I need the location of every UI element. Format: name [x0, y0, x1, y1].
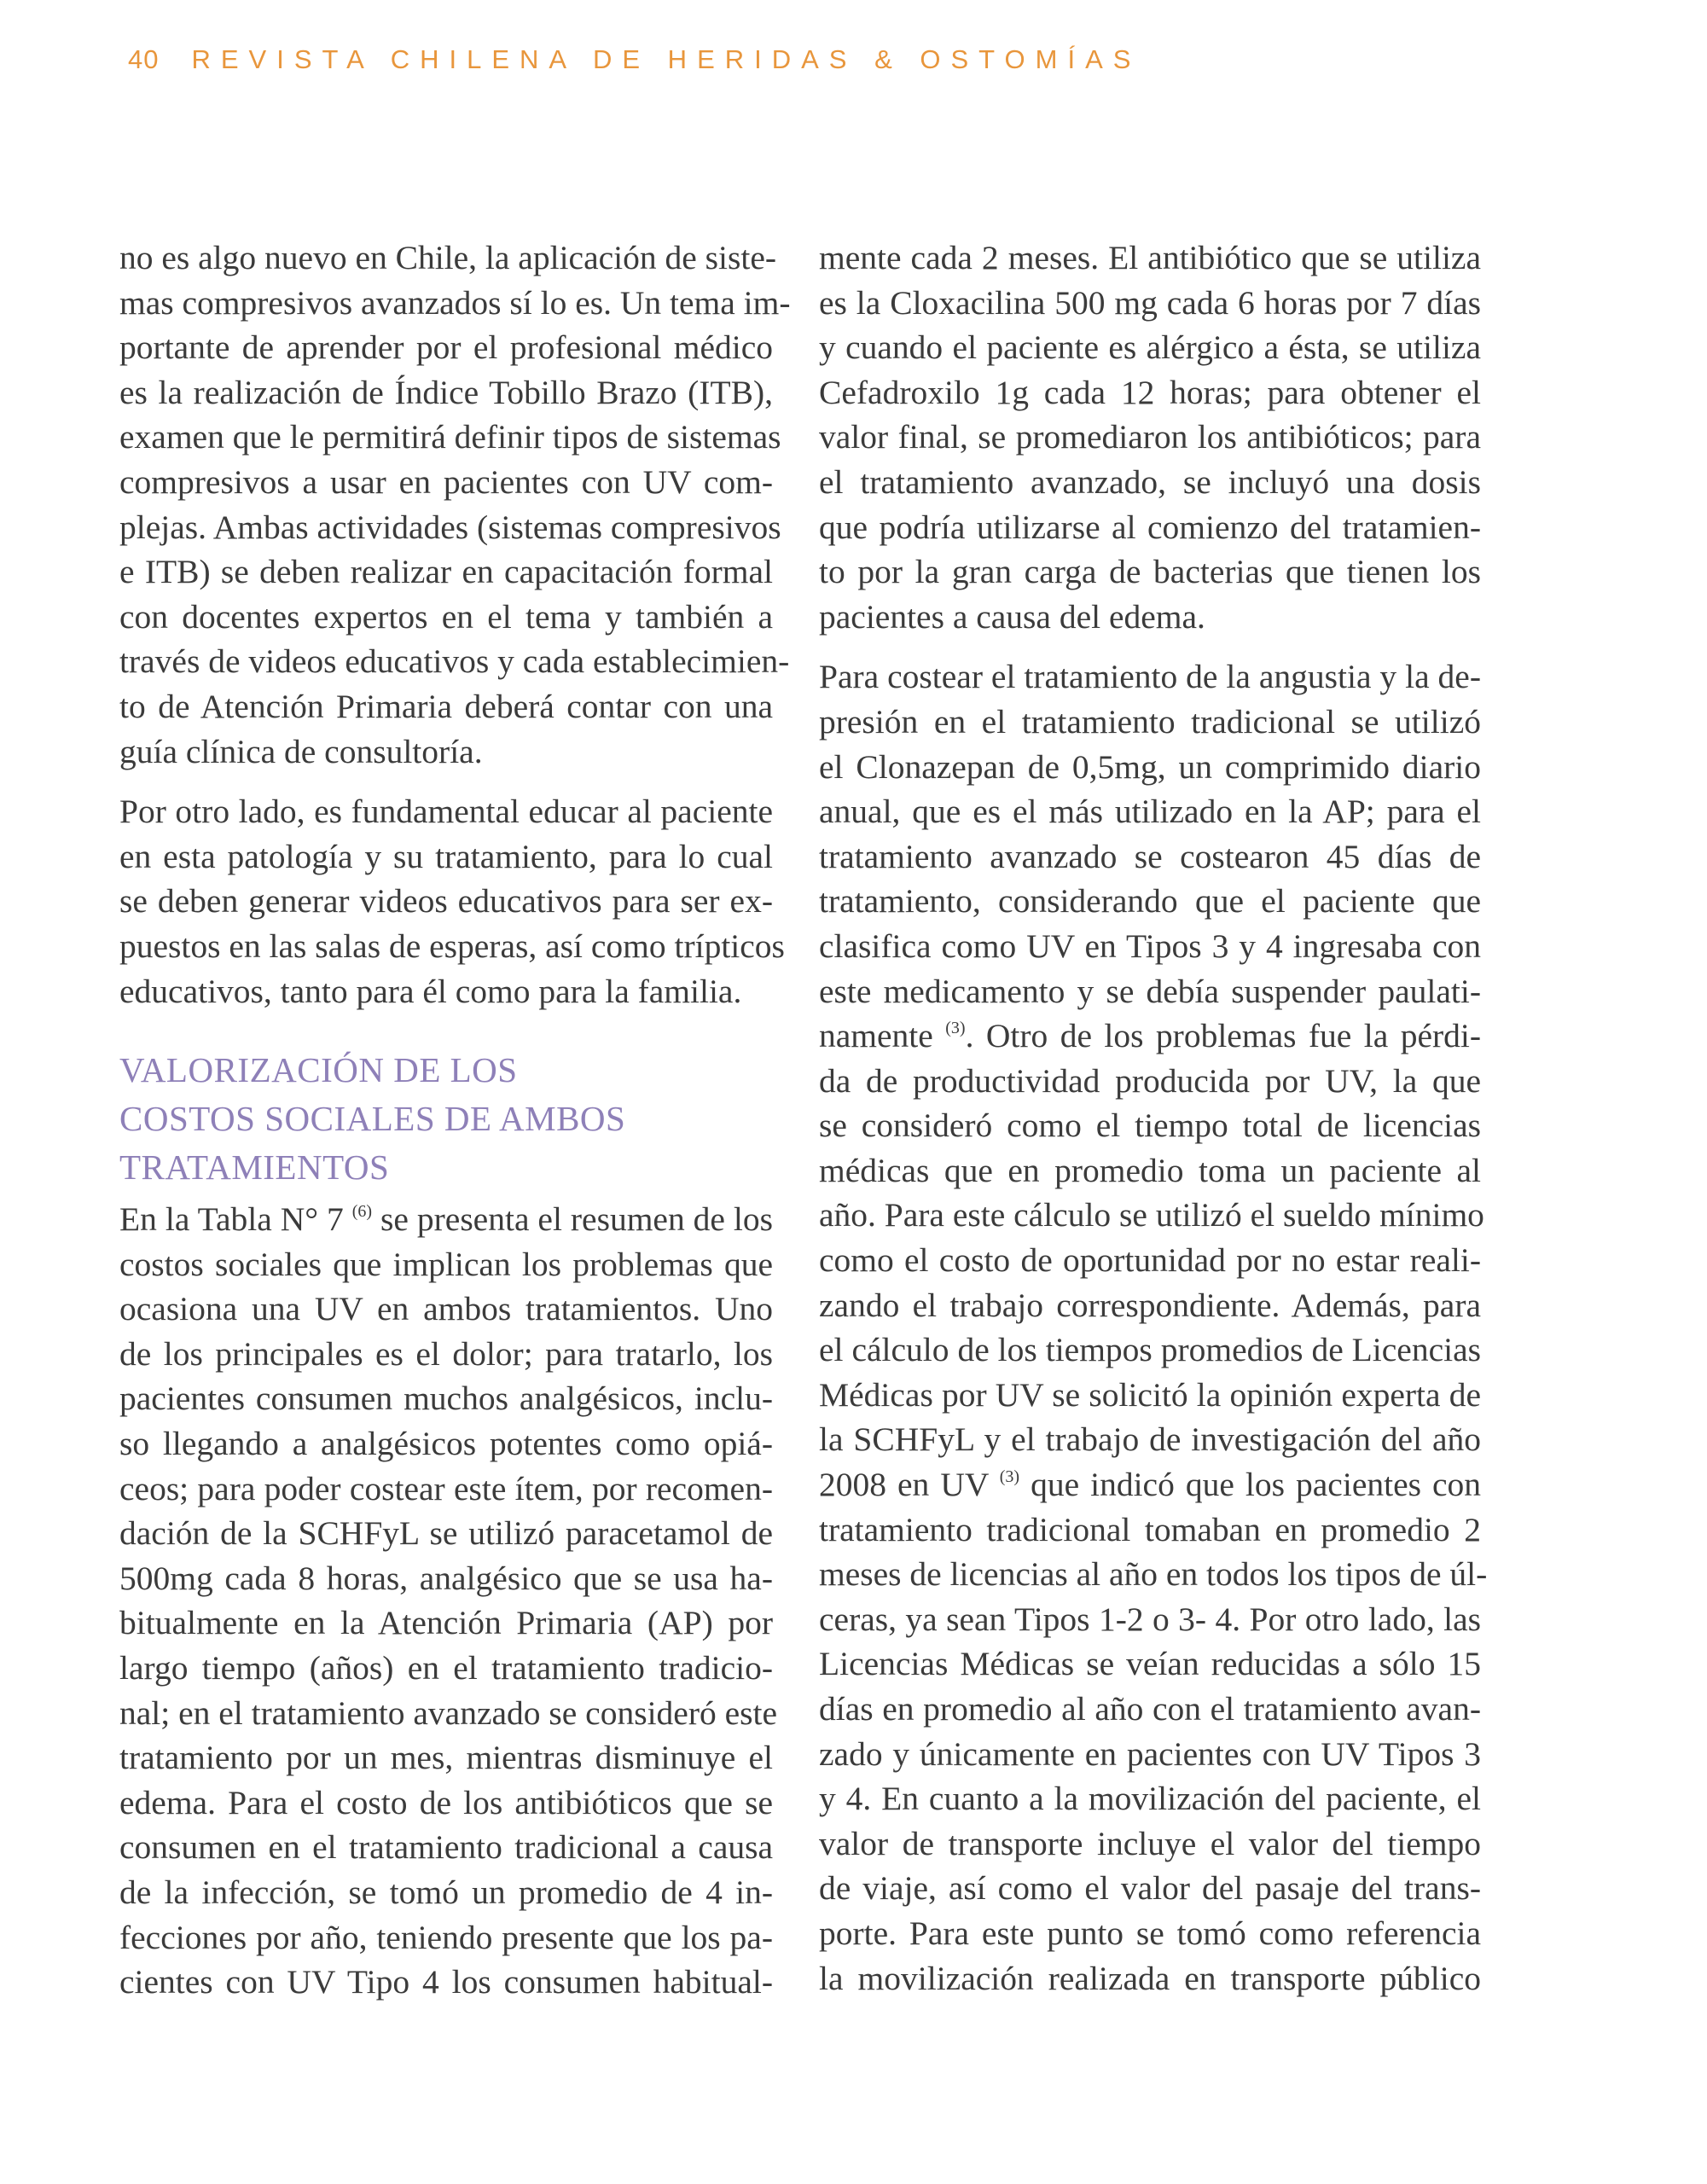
text-line: pacientes consumen muchos analgésicos, inclu-	[119, 1380, 773, 1418]
right-column	[819, 235, 1488, 2016]
text-line: valor de transporte incluye el valor del tiempo	[819, 1824, 1481, 1862]
text-line: 500mg cada 8 horas, analgésico que se usa ha-	[119, 1559, 773, 1597]
text-line: que podría utilizarse al comienzo del tratamien-	[819, 508, 1481, 546]
text-line: de la infección, se tomó un promedio de 4 in-	[119, 1873, 773, 1911]
text-line: de viaje, así como el valor del pasaje del trans-	[819, 1869, 1481, 1908]
section-heading	[119, 1046, 773, 1192]
paragraph	[119, 789, 785, 1014]
text-fragment: . Otro de los problemas fue la pérdi-	[965, 1017, 1482, 1055]
running-header	[128, 44, 1141, 75]
left-column	[119, 235, 791, 2020]
text-line: portante de aprender por el profesional médico	[119, 328, 773, 367]
text-line: anual, que es el más utilizado en la AP; para el	[819, 793, 1481, 831]
text-line: da de productividad producida por UV, la que	[819, 1061, 1481, 1100]
text-fragment: 2008 en UV	[819, 1466, 989, 1504]
text-line: puestos en las salas de esperas, así como trípticos	[119, 926, 785, 965]
text-line: plejas. Ambas actividades (sistemas compresivos	[119, 508, 781, 546]
text-line: mas compresivos avanzados sí lo es. Un tema im-	[119, 283, 791, 322]
text-line: y 4. En cuanto a la movilización del paciente, el	[819, 1780, 1481, 1818]
text-line: tratamiento tradicional tomaban en promedio 2	[819, 1510, 1481, 1548]
text-line: Cefadroxilo 1g cada 12 horas; para obtener el	[819, 373, 1481, 411]
text-line: como el costo de oportunidad por no estar reali-	[819, 1241, 1481, 1280]
text-line: largo tiempo (años) en el tratamiento tradicio-	[119, 1649, 773, 1687]
citation-reference: (6)	[351, 1202, 373, 1222]
text-line: en esta patología y su tratamiento, para lo cual	[119, 837, 773, 875]
citation-reference: (3)	[945, 1019, 966, 1038]
text-line: tratamiento, considerando que el paciente que	[819, 882, 1481, 921]
paragraph	[119, 235, 791, 774]
text-line: clasifica como UV en Tipos 3 y 4 ingresaba con	[819, 926, 1481, 965]
text-line: edema. Para el costo de los antibióticos que se	[119, 1783, 773, 1821]
heading-line: COSTOS SOCIALES DE AMBOS	[119, 1099, 626, 1139]
text-line: costos sociales que implican los problemas que	[119, 1245, 773, 1283]
text-line: se deben generar videos educativos para ser ex-	[119, 882, 773, 921]
text-line: dación de la SCHFyL se utilizó paracetamol de	[119, 1514, 773, 1553]
text-line: ocasiona una UV en ambos tratamientos. Uno	[119, 1290, 773, 1328]
text-line: pacientes a causa del edema.	[819, 597, 1205, 636]
page-number: 40	[128, 44, 160, 74]
text-line: guía clínica de consultoría.	[119, 732, 483, 770]
paragraph	[819, 235, 1481, 639]
text-line: se consideró como el tiempo total de licencias	[819, 1107, 1481, 1145]
text-line: bitualmente en la Atención Primaria (AP) por	[119, 1604, 773, 1642]
heading-line: VALORIZACIÓN DE LOS	[119, 1050, 518, 1090]
paragraph	[819, 654, 1488, 2001]
text-line: médicas que en promedio toma un paciente al	[819, 1151, 1481, 1189]
text-line: ceras, ya sean Tipos 1-2 o 3- 4. Por otro lado, las	[819, 1600, 1481, 1638]
text-line	[819, 1014, 1481, 1059]
citation-reference: (3)	[999, 1467, 1020, 1487]
text-line: Por otro lado, es fundamental educar al paciente	[119, 793, 773, 831]
text-line: nal; en el tratamiento avanzado se consideró este	[119, 1693, 778, 1732]
text-line: de los principales es el dolor; para tratarlo, los	[119, 1334, 773, 1373]
text-line	[119, 1197, 773, 1242]
text-line: educativos, tanto para él como para la familia.	[119, 972, 742, 1010]
text-line: Para costear el tratamiento de la angustia y la de-	[819, 658, 1481, 696]
text-line: cientes con UV Tipo 4 los consumen habitual-	[119, 1963, 773, 2001]
text-line: el tratamiento avanzado, se incluyó una dosis	[819, 462, 1481, 501]
paragraph	[119, 1197, 778, 2005]
text-line: y cuando el paciente es alérgico a ésta, se utiliza	[819, 328, 1481, 367]
text-line: valor final, se promediaron los antibióticos; para	[819, 418, 1481, 456]
text-line: porte. Para este punto se tomó como referencia	[819, 1914, 1481, 1952]
text-line: es la Cloxacilina 500 mg cada 6 horas por 7 días	[819, 283, 1481, 322]
text-line: presión en el tratamiento tradicional se utilizó	[819, 702, 1481, 741]
text-line: través de videos educativos y cada establecimien-	[119, 642, 790, 681]
text-line: es la realización de Índice Tobillo Brazo (ITB),	[119, 373, 773, 411]
journal-title: REVISTA CHILENA DE HERIDAS & OSTOMÍAS	[191, 44, 1141, 74]
text-line: so llegando a analgésicos potentes como opiá-	[119, 1425, 773, 1463]
text-line: mente cada 2 meses. El antibiótico que se utiliza	[819, 239, 1481, 276]
text-fragment: En la Tabla N° 7	[119, 1200, 344, 1239]
text-line: consumen en el tratamiento tradicional a causa	[119, 1828, 773, 1867]
text-line: Licencias Médicas se veían reducidas a sólo 15	[819, 1645, 1481, 1683]
text-line: e ITB) se deben realizar en capacitación formal	[119, 553, 773, 591]
text-fragment: namente	[819, 1017, 933, 1055]
text-line: compresivos a usar en pacientes con UV com-	[119, 462, 773, 501]
heading-line: TRATAMIENTOS	[119, 1147, 390, 1188]
text-fragment: se presenta el resumen de los	[380, 1200, 774, 1239]
text-line: zado y únicamente en pacientes con UV Tipos 3	[819, 1734, 1481, 1773]
text-line: examen que le permitirá definir tipos de sistemas	[119, 418, 781, 456]
text-line: tratamiento avanzado se costearon 45 días de	[819, 837, 1481, 875]
text-line: zando el trabajo correspondiente. Además, para	[819, 1286, 1481, 1324]
text-line: el cálculo de los tiempos promedios de Licencias	[819, 1331, 1481, 1369]
text-line: año. Para este cálculo se utilizó el sueldo mínimo	[819, 1196, 1484, 1234]
text-line: ceos; para poder costear este ítem, por recomen-	[119, 1469, 773, 1507]
text-line: to de Atención Primaria deberá contar con una	[119, 687, 773, 725]
text-line: días en promedio al año con el tratamiento avan-	[819, 1690, 1481, 1728]
text-line: Médicas por UV se solicitó la opinión experta de	[819, 1375, 1481, 1414]
text-line: con docentes expertos en el tema y también a	[119, 597, 773, 636]
text-line	[819, 1462, 1481, 1507]
text-fragment: que indicó que los pacientes con	[1031, 1466, 1482, 1504]
text-line: la SCHFyL y el trabajo de investigación del año	[819, 1420, 1481, 1459]
text-line: la movilización realizada en transporte público	[819, 1959, 1481, 1997]
text-line: no es algo nuevo en Chile, la aplicación de siste-	[119, 239, 777, 276]
text-line: to por la gran carga de bacterias que tienen los	[819, 553, 1481, 591]
text-line: este medicamento y se debía suspender paulati-	[819, 972, 1481, 1010]
text-line: el Clonazepan de 0,5mg, un comprimido diario	[819, 747, 1481, 786]
text-line: meses de licencias al año en todos los tipos de úl-	[819, 1555, 1488, 1594]
text-line: tratamiento por un mes, mientras disminuye el	[119, 1739, 773, 1777]
text-line: fecciones por año, teniendo presente que los pa-	[119, 1918, 773, 1956]
